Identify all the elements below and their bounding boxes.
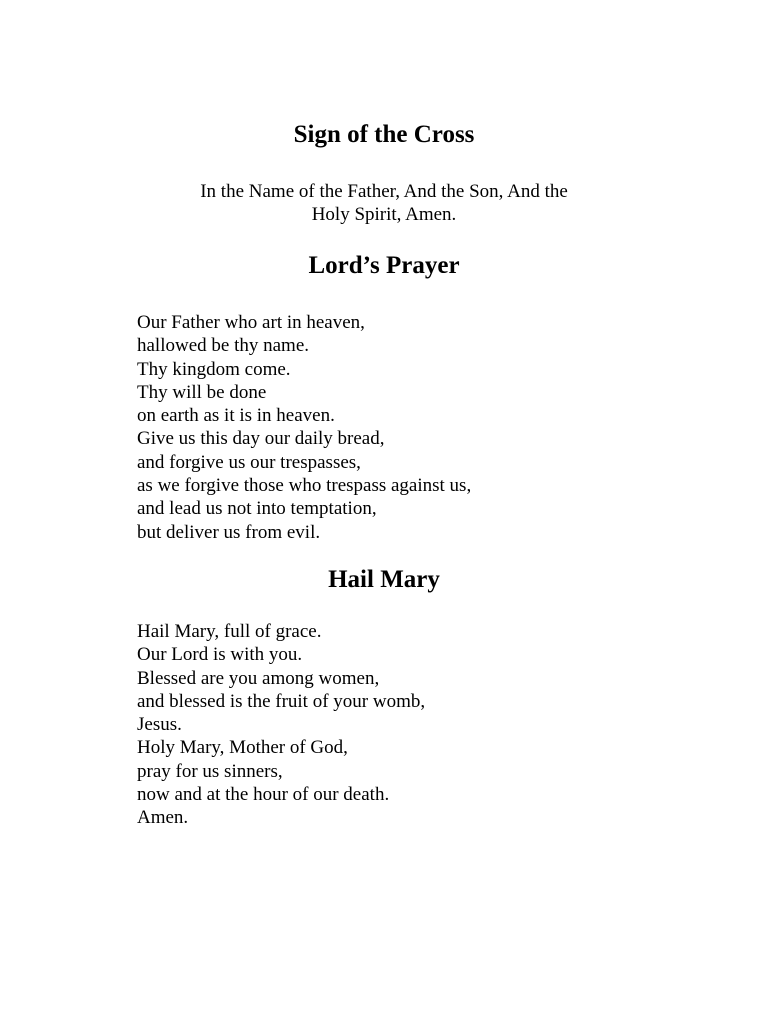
prayer-line: on earth as it is in heaven.	[137, 405, 335, 427]
prayer-line: as we forgive those who trespass against us,	[137, 475, 472, 497]
prayer-line: In the Name of the Father, And the Son, And the	[200, 181, 568, 202]
section-title-lords-prayer: Lord’s Prayer	[308, 252, 460, 279]
prayer-line: and forgive us our trespasses,	[137, 451, 361, 473]
prayer-line: Blessed are you among women,	[137, 667, 380, 689]
prayer-line: and lead us not into temptation,	[137, 498, 377, 520]
prayer-line: Holy Spirit, Amen.	[311, 204, 457, 226]
prayer-line: Our Lord is with you.	[137, 644, 303, 666]
prayer-line: hallowed be thy name.	[137, 335, 310, 357]
lords-prayer-text	[137, 311, 697, 544]
prayer-line: Our Father who art in heaven,	[137, 312, 365, 333]
prayer-line: Thy kingdom come.	[137, 358, 291, 380]
section-title-sign-of-the-cross: Sign of the Cross	[293, 121, 475, 148]
prayer-line: and blessed is the fruit of your womb,	[137, 690, 426, 712]
prayer-line: Hail Mary, full of grace.	[137, 621, 322, 642]
sign-of-the-cross-text	[120, 180, 648, 227]
section-title-hail-mary: Hail Mary	[328, 566, 440, 593]
prayer-line: Holy Mary, Mother of God,	[137, 737, 348, 759]
prayer-line: Jesus.	[137, 714, 182, 736]
prayer-line: Give us this day our daily bread,	[137, 428, 385, 450]
hail-mary-text	[137, 620, 697, 830]
prayer-line: Thy will be done	[137, 381, 267, 403]
prayer-line: but deliver us from evil.	[137, 521, 321, 543]
prayer-line: now and at the hour of our death.	[137, 784, 390, 806]
prayer-line: pray for us sinners,	[137, 760, 283, 782]
prayer-line: Amen.	[137, 807, 189, 829]
